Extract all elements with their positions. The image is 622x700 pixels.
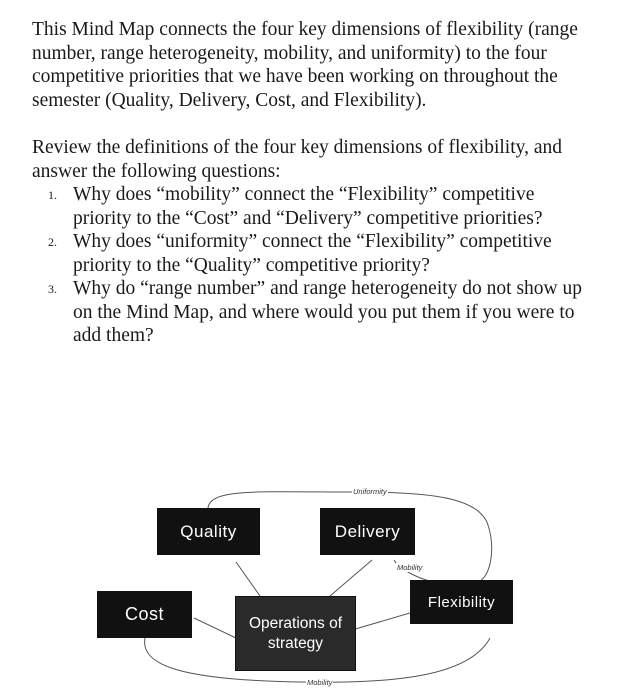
mobility-bottom-label: Mobility [307, 678, 333, 687]
document-body [32, 18, 592, 348]
question-text: Why does “mobility” connect the “Flexibility” competitive priority to the “Cost” and “Delivery” competitive priorities? [73, 184, 543, 229]
question-text: Why does “uniformity” connect the “Flexibility” competitive priority to the “Quality” competitive priority? [73, 231, 552, 276]
question-number: 3. [48, 282, 57, 296]
cost-node: Cost [97, 591, 192, 638]
mobility-top-label: Mobility [397, 563, 423, 572]
review-section [32, 136, 592, 348]
mind-map [0, 470, 622, 700]
question-number: 1. [48, 188, 57, 202]
operations-strategy-node: Operations of strategy [235, 596, 356, 671]
review-prompt: Review the definitions of the four key dimensions of flexibility, and answer the following questions: [32, 137, 563, 182]
question-number: 2. [48, 235, 57, 249]
question-item [32, 183, 592, 230]
cost-center-connector [194, 618, 236, 638]
quality-center-connector [236, 562, 260, 596]
intro-paragraph: This Mind Map connects the four key dimensions of flexibility (range number, range heterogeneity, mobility, and uniformity) to the four competitive priorities that we have been working on throughout the semester (Quality, Delivery, Cost, and Flexibility). [32, 19, 578, 111]
quality-node: Quality [157, 508, 260, 555]
question-item [32, 230, 592, 277]
question-item [32, 277, 592, 348]
uniformity-label: Uniformity [353, 487, 387, 496]
question-text: Why do “range number” and range heterogeneity do not show up on the Mind Map, and where would you put them if you were to add them? [73, 278, 582, 346]
flexibility-node: Flexibility [410, 580, 513, 624]
question-list [32, 183, 592, 348]
delivery-center-connector [330, 560, 372, 596]
delivery-node: Delivery [320, 508, 415, 555]
